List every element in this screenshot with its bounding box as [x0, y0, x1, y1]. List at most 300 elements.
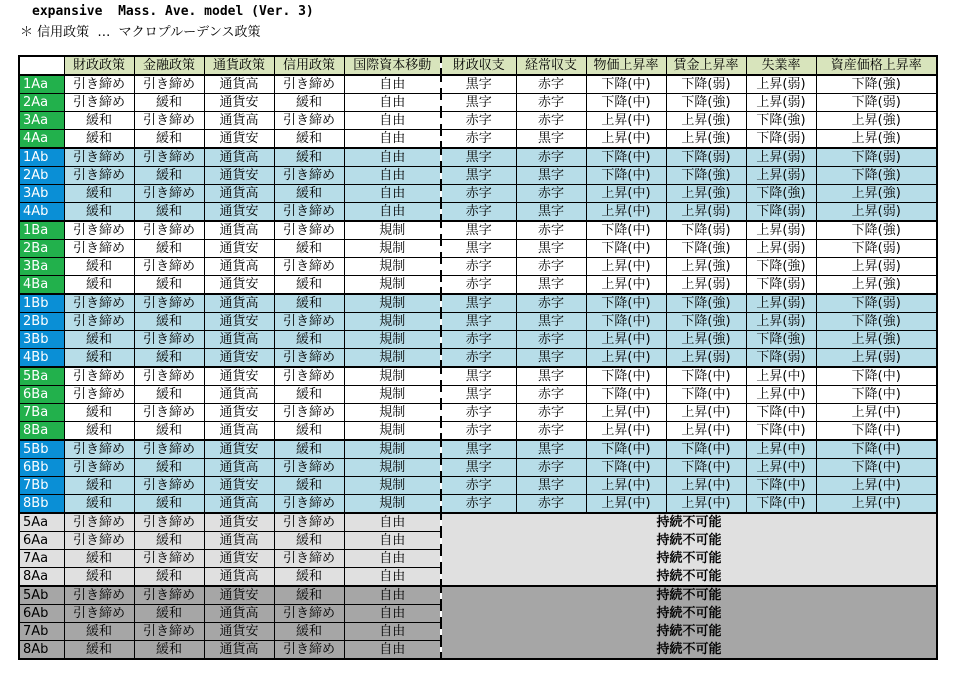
- cell: 赤字: [516, 258, 586, 276]
- cell: 上昇(中): [746, 440, 816, 459]
- cell: 下降(弱): [666, 221, 746, 240]
- cell: 引き締め: [274, 641, 344, 660]
- cell: 下降(強): [746, 112, 816, 130]
- row-id: 8Ab: [19, 641, 64, 660]
- cell: 上昇(強): [666, 331, 746, 349]
- cell: 赤字: [516, 404, 586, 422]
- cell: 引き締め: [64, 167, 134, 185]
- cell: 緩和: [64, 203, 134, 222]
- cell: 黒字: [441, 240, 516, 258]
- cell: 緩和: [64, 568, 134, 587]
- cell: 通貨高: [204, 221, 274, 240]
- cell: 緩和: [134, 459, 204, 477]
- row-id: 2Aa: [19, 94, 64, 112]
- cell: 上昇(中): [586, 112, 666, 130]
- row-id: 7Ba: [19, 404, 64, 422]
- cell: 黒字: [441, 94, 516, 112]
- cell: 上昇(弱): [816, 349, 937, 368]
- cell: 引き締め: [64, 513, 134, 532]
- cell: 引き締め: [134, 623, 204, 641]
- cell: 赤字: [516, 331, 586, 349]
- cell: 通貨安: [204, 313, 274, 331]
- cell: 下降(中): [816, 367, 937, 386]
- cell: 緩和: [274, 440, 344, 459]
- cell: 緩和: [134, 349, 204, 368]
- cell: 上昇(中): [666, 477, 746, 495]
- cell: 下降(中): [816, 459, 937, 477]
- cell: 赤字: [516, 294, 586, 313]
- row-id: 7Aa: [19, 550, 64, 568]
- cell: 緩和: [64, 477, 134, 495]
- cell: 赤字: [441, 112, 516, 130]
- cell: 上昇(中): [746, 386, 816, 404]
- cell: 通貨安: [204, 404, 274, 422]
- row-id: 3Ba: [19, 258, 64, 276]
- cell: 自由: [344, 513, 441, 532]
- row-id: 1Ab: [19, 148, 64, 167]
- cell: 赤字: [516, 185, 586, 203]
- table-row: [19, 459, 937, 477]
- row-id: 5Bb: [19, 440, 64, 459]
- cell: 黒字: [516, 440, 586, 459]
- unsustainable-cell: 持続不可能: [441, 586, 937, 605]
- cell: 上昇(強): [816, 112, 937, 130]
- cell: 上昇(弱): [666, 349, 746, 368]
- cell: 下降(中): [746, 477, 816, 495]
- cell: 引き締め: [134, 331, 204, 349]
- header-corner: [19, 56, 64, 75]
- cell: 赤字: [441, 404, 516, 422]
- cell: 引き締め: [64, 313, 134, 331]
- cell: 上昇(中): [586, 349, 666, 368]
- cell: 下降(中): [586, 75, 666, 94]
- cell: 緩和: [274, 240, 344, 258]
- cell: 規制: [344, 495, 441, 514]
- row-id: 3Bb: [19, 331, 64, 349]
- cell: 赤字: [516, 112, 586, 130]
- cell: 緩和: [274, 623, 344, 641]
- cell: 緩和: [134, 386, 204, 404]
- cell: 下降(中): [816, 422, 937, 441]
- cell: 緩和: [64, 422, 134, 441]
- table-row: [19, 148, 937, 167]
- cell: 赤字: [516, 75, 586, 94]
- table-row: [19, 477, 937, 495]
- cell: 上昇(弱): [746, 294, 816, 313]
- cell: 下降(強): [746, 331, 816, 349]
- cell: 引き締め: [274, 459, 344, 477]
- cell: 黒字: [441, 75, 516, 94]
- cell: 緩和: [274, 276, 344, 295]
- row-id: 6Ab: [19, 605, 64, 623]
- cell: 緩和: [134, 313, 204, 331]
- cell: 下降(強): [746, 185, 816, 203]
- cell: 自由: [344, 94, 441, 112]
- column-header: 物価上昇率: [586, 56, 666, 75]
- table-row: [19, 331, 937, 349]
- cell: 規制: [344, 349, 441, 368]
- table-row: [19, 605, 937, 623]
- cell: 通貨安: [204, 167, 274, 185]
- cell: 緩和: [64, 276, 134, 295]
- unsustainable-cell: 持続不可能: [441, 605, 937, 623]
- cell: 下降(中): [746, 404, 816, 422]
- cell: 赤字: [441, 422, 516, 441]
- cell: 通貨安: [204, 477, 274, 495]
- cell: 緩和: [274, 568, 344, 587]
- cell: 通貨安: [204, 513, 274, 532]
- unsustainable-cell: 持続不可能: [441, 568, 937, 587]
- cell: 引き締め: [274, 349, 344, 368]
- cell: 黒字: [516, 349, 586, 368]
- cell: 下降(弱): [746, 130, 816, 149]
- cell: 下降(中): [586, 294, 666, 313]
- cell: 上昇(強): [666, 112, 746, 130]
- cell: 引き締め: [64, 367, 134, 386]
- cell: 通貨安: [204, 349, 274, 368]
- cell: 引き締め: [134, 112, 204, 130]
- cell: 上昇(中): [816, 404, 937, 422]
- cell: 上昇(中): [586, 130, 666, 149]
- cell: 下降(中): [746, 422, 816, 441]
- cell: 黒字: [516, 203, 586, 222]
- cell: 下降(強): [746, 258, 816, 276]
- cell: 赤字: [441, 130, 516, 149]
- table-row: [19, 367, 937, 386]
- cell: 引き締め: [274, 75, 344, 94]
- row-id: 6Ba: [19, 386, 64, 404]
- cell: 自由: [344, 112, 441, 130]
- table-row: [19, 568, 937, 587]
- cell: 赤字: [516, 422, 586, 441]
- cell: 緩和: [134, 203, 204, 222]
- cell: 通貨安: [204, 130, 274, 149]
- cell: 引き締め: [274, 367, 344, 386]
- cell: 赤字: [516, 495, 586, 514]
- cell: 引き締め: [134, 258, 204, 276]
- cell: 通貨高: [204, 495, 274, 514]
- cell: 上昇(中): [816, 495, 937, 514]
- cell: 規制: [344, 404, 441, 422]
- cell: 引き締め: [274, 221, 344, 240]
- cell: 引き締め: [64, 294, 134, 313]
- cell: 緩和: [274, 586, 344, 605]
- cell: 緩和: [64, 641, 134, 660]
- row-id: 1Aa: [19, 75, 64, 94]
- cell: 緩和: [134, 641, 204, 660]
- table-row: [19, 258, 937, 276]
- cell: 緩和: [274, 130, 344, 149]
- cell: 通貨高: [204, 422, 274, 441]
- cell: 通貨安: [204, 240, 274, 258]
- cell: 規制: [344, 221, 441, 240]
- header-row: [19, 56, 937, 75]
- cell: 引き締め: [274, 313, 344, 331]
- column-header: 金融政策: [134, 56, 204, 75]
- table-row: [19, 532, 937, 550]
- cell: 下降(中): [586, 240, 666, 258]
- table-row: [19, 130, 937, 149]
- cell: 上昇(中): [586, 203, 666, 222]
- cell: 黒字: [516, 367, 586, 386]
- row-id: 7Ab: [19, 623, 64, 641]
- page-subtitle: ＊ 信用政策 … マクロプルーデンス政策: [20, 25, 261, 40]
- cell: 引き締め: [274, 203, 344, 222]
- cell: 緩和: [64, 550, 134, 568]
- cell: 緩和: [134, 495, 204, 514]
- cell: 上昇(弱): [816, 258, 937, 276]
- cell: 自由: [344, 586, 441, 605]
- cell: 赤字: [516, 148, 586, 167]
- cell: 下降(強): [816, 221, 937, 240]
- table-row: [19, 185, 937, 203]
- cell: 赤字: [441, 495, 516, 514]
- cell: 自由: [344, 203, 441, 222]
- table-row: [19, 495, 937, 514]
- cell: 緩和: [64, 130, 134, 149]
- cell: 上昇(弱): [816, 203, 937, 222]
- cell: 通貨高: [204, 258, 274, 276]
- cell: 自由: [344, 75, 441, 94]
- row-id: 3Aa: [19, 112, 64, 130]
- cell: 赤字: [441, 331, 516, 349]
- row-id: 2Ba: [19, 240, 64, 258]
- table-row: [19, 404, 937, 422]
- column-header: 通貨政策: [204, 56, 274, 75]
- table-row: [19, 386, 937, 404]
- row-id: 2Bb: [19, 313, 64, 331]
- cell: 上昇(中): [666, 495, 746, 514]
- cell: 規制: [344, 331, 441, 349]
- column-header: 失業率: [746, 56, 816, 75]
- cell: 黒字: [516, 477, 586, 495]
- cell: 緩和: [64, 185, 134, 203]
- cell: 下降(弱): [746, 276, 816, 295]
- cell: 引き締め: [134, 294, 204, 313]
- cell: 下降(中): [666, 386, 746, 404]
- cell: 下降(中): [666, 440, 746, 459]
- cell: 下降(中): [746, 495, 816, 514]
- cell: 赤字: [441, 185, 516, 203]
- cell: 赤字: [516, 386, 586, 404]
- cell: 上昇(弱): [746, 75, 816, 94]
- cell: 下降(中): [586, 148, 666, 167]
- column-header: 経常収支: [516, 56, 586, 75]
- cell: 自由: [344, 568, 441, 587]
- cell: 上昇(強): [666, 185, 746, 203]
- cell: 緩和: [134, 130, 204, 149]
- cell: 規制: [344, 240, 441, 258]
- cell: 下降(強): [816, 75, 937, 94]
- cell: 上昇(中): [586, 331, 666, 349]
- cell: 上昇(中): [586, 495, 666, 514]
- unsustainable-cell: 持続不可能: [441, 532, 937, 550]
- cell: 引き締め: [134, 185, 204, 203]
- table-row: [19, 276, 937, 295]
- cell: 赤字: [441, 258, 516, 276]
- row-id: 5Ba: [19, 367, 64, 386]
- cell: 引き締め: [134, 550, 204, 568]
- cell: 上昇(中): [586, 477, 666, 495]
- cell: 黒字: [441, 221, 516, 240]
- cell: 自由: [344, 605, 441, 623]
- cell: 緩和: [274, 148, 344, 167]
- column-header: 財政収支: [441, 56, 516, 75]
- cell: 下降(中): [586, 221, 666, 240]
- policy-table: [18, 55, 938, 660]
- cell: 引き締め: [134, 367, 204, 386]
- table-row: [19, 440, 937, 459]
- table-row: [19, 112, 937, 130]
- cell: 通貨高: [204, 532, 274, 550]
- cell: 自由: [344, 641, 441, 660]
- unsustainable-cell: 持続不可能: [441, 641, 937, 660]
- cell: 規制: [344, 313, 441, 331]
- table-row: [19, 550, 937, 568]
- cell: 緩和: [64, 331, 134, 349]
- cell: 通貨高: [204, 641, 274, 660]
- table-row: [19, 422, 937, 441]
- table-row: [19, 240, 937, 258]
- cell: 上昇(弱): [746, 167, 816, 185]
- cell: 引き締め: [64, 148, 134, 167]
- row-id: 1Bb: [19, 294, 64, 313]
- cell: 自由: [344, 148, 441, 167]
- row-id: 8Aa: [19, 568, 64, 587]
- cell: 赤字: [441, 276, 516, 295]
- cell: 緩和: [64, 349, 134, 368]
- table-row: [19, 94, 937, 112]
- cell: 赤字: [441, 203, 516, 222]
- cell: 上昇(弱): [746, 313, 816, 331]
- cell: 引き締め: [134, 221, 204, 240]
- unsustainable-cell: 持続不可能: [441, 513, 937, 532]
- cell: 緩和: [134, 532, 204, 550]
- cell: 規制: [344, 386, 441, 404]
- cell: 黒字: [441, 386, 516, 404]
- cell: 引き締め: [64, 221, 134, 240]
- cell: 上昇(弱): [666, 276, 746, 295]
- cell: 下降(強): [666, 313, 746, 331]
- cell: 通貨高: [204, 294, 274, 313]
- cell: 上昇(強): [816, 276, 937, 295]
- cell: 通貨高: [204, 75, 274, 94]
- cell: 上昇(中): [586, 185, 666, 203]
- cell: 引き締め: [134, 477, 204, 495]
- cell: 赤字: [441, 477, 516, 495]
- cell: 緩和: [274, 422, 344, 441]
- cell: 自由: [344, 550, 441, 568]
- cell: 緩和: [274, 532, 344, 550]
- row-id: 4Aa: [19, 130, 64, 149]
- cell: 通貨高: [204, 112, 274, 130]
- cell: 引き締め: [64, 75, 134, 94]
- cell: 下降(中): [586, 386, 666, 404]
- cell: 下降(強): [666, 294, 746, 313]
- cell: 緩和: [64, 495, 134, 514]
- cell: 規制: [344, 367, 441, 386]
- cell: 赤字: [441, 349, 516, 368]
- cell: 下降(弱): [816, 294, 937, 313]
- cell: 黒字: [516, 313, 586, 331]
- column-header: 財政政策: [64, 56, 134, 75]
- cell: 引き締め: [64, 605, 134, 623]
- cell: 緩和: [134, 605, 204, 623]
- cell: 引き締め: [274, 258, 344, 276]
- cell: 黒字: [516, 276, 586, 295]
- cell: 上昇(中): [586, 422, 666, 441]
- cell: 下降(中): [586, 367, 666, 386]
- cell: 黒字: [441, 313, 516, 331]
- cell: 下降(中): [816, 440, 937, 459]
- cell: 上昇(弱): [746, 148, 816, 167]
- cell: 通貨安: [204, 367, 274, 386]
- cell: 上昇(中): [816, 477, 937, 495]
- cell: 通貨安: [204, 586, 274, 605]
- cell: 下降(中): [586, 167, 666, 185]
- table-row: [19, 641, 937, 660]
- cell: 引き締め: [274, 112, 344, 130]
- cell: 下降(弱): [816, 240, 937, 258]
- cell: 規制: [344, 258, 441, 276]
- cell: 上昇(強): [666, 258, 746, 276]
- cell: 赤字: [516, 221, 586, 240]
- cell: 緩和: [64, 623, 134, 641]
- page-title: expansive Mass. Ave. model (Ver. 3): [32, 4, 314, 19]
- cell: 通貨高: [204, 459, 274, 477]
- cell: 引き締め: [134, 440, 204, 459]
- table-row: [19, 349, 937, 368]
- cell: 上昇(中): [586, 258, 666, 276]
- cell: 上昇(中): [586, 404, 666, 422]
- cell: 下降(強): [816, 167, 937, 185]
- cell: 規制: [344, 440, 441, 459]
- cell: 引き締め: [134, 148, 204, 167]
- cell: 引き締め: [64, 586, 134, 605]
- cell: 通貨安: [204, 623, 274, 641]
- cell: 上昇(強): [816, 130, 937, 149]
- cell: 通貨高: [204, 568, 274, 587]
- cell: 上昇(弱): [666, 203, 746, 222]
- table-row: [19, 586, 937, 605]
- row-id: 1Ba: [19, 221, 64, 240]
- cell: 下降(弱): [746, 203, 816, 222]
- cell: 自由: [344, 167, 441, 185]
- cell: 下降(中): [666, 367, 746, 386]
- cell: 上昇(弱): [746, 240, 816, 258]
- row-id: 2Ab: [19, 167, 64, 185]
- cell: 規制: [344, 294, 441, 313]
- table-row: [19, 221, 937, 240]
- row-id: 3Ab: [19, 185, 64, 203]
- cell: 通貨安: [204, 550, 274, 568]
- cell: 下降(強): [666, 94, 746, 112]
- cell: 上昇(強): [666, 130, 746, 149]
- cell: 引き締め: [134, 75, 204, 94]
- cell: 引き締め: [274, 550, 344, 568]
- cell: 引き締め: [134, 404, 204, 422]
- cell: 黒字: [516, 240, 586, 258]
- row-id: 7Bb: [19, 477, 64, 495]
- row-id: 4Ab: [19, 203, 64, 222]
- cell: 自由: [344, 130, 441, 149]
- cell: 黒字: [441, 367, 516, 386]
- cell: 規制: [344, 459, 441, 477]
- cell: 上昇(中): [586, 276, 666, 295]
- cell: 緩和: [274, 477, 344, 495]
- cell: 赤字: [516, 459, 586, 477]
- table-row: [19, 513, 937, 532]
